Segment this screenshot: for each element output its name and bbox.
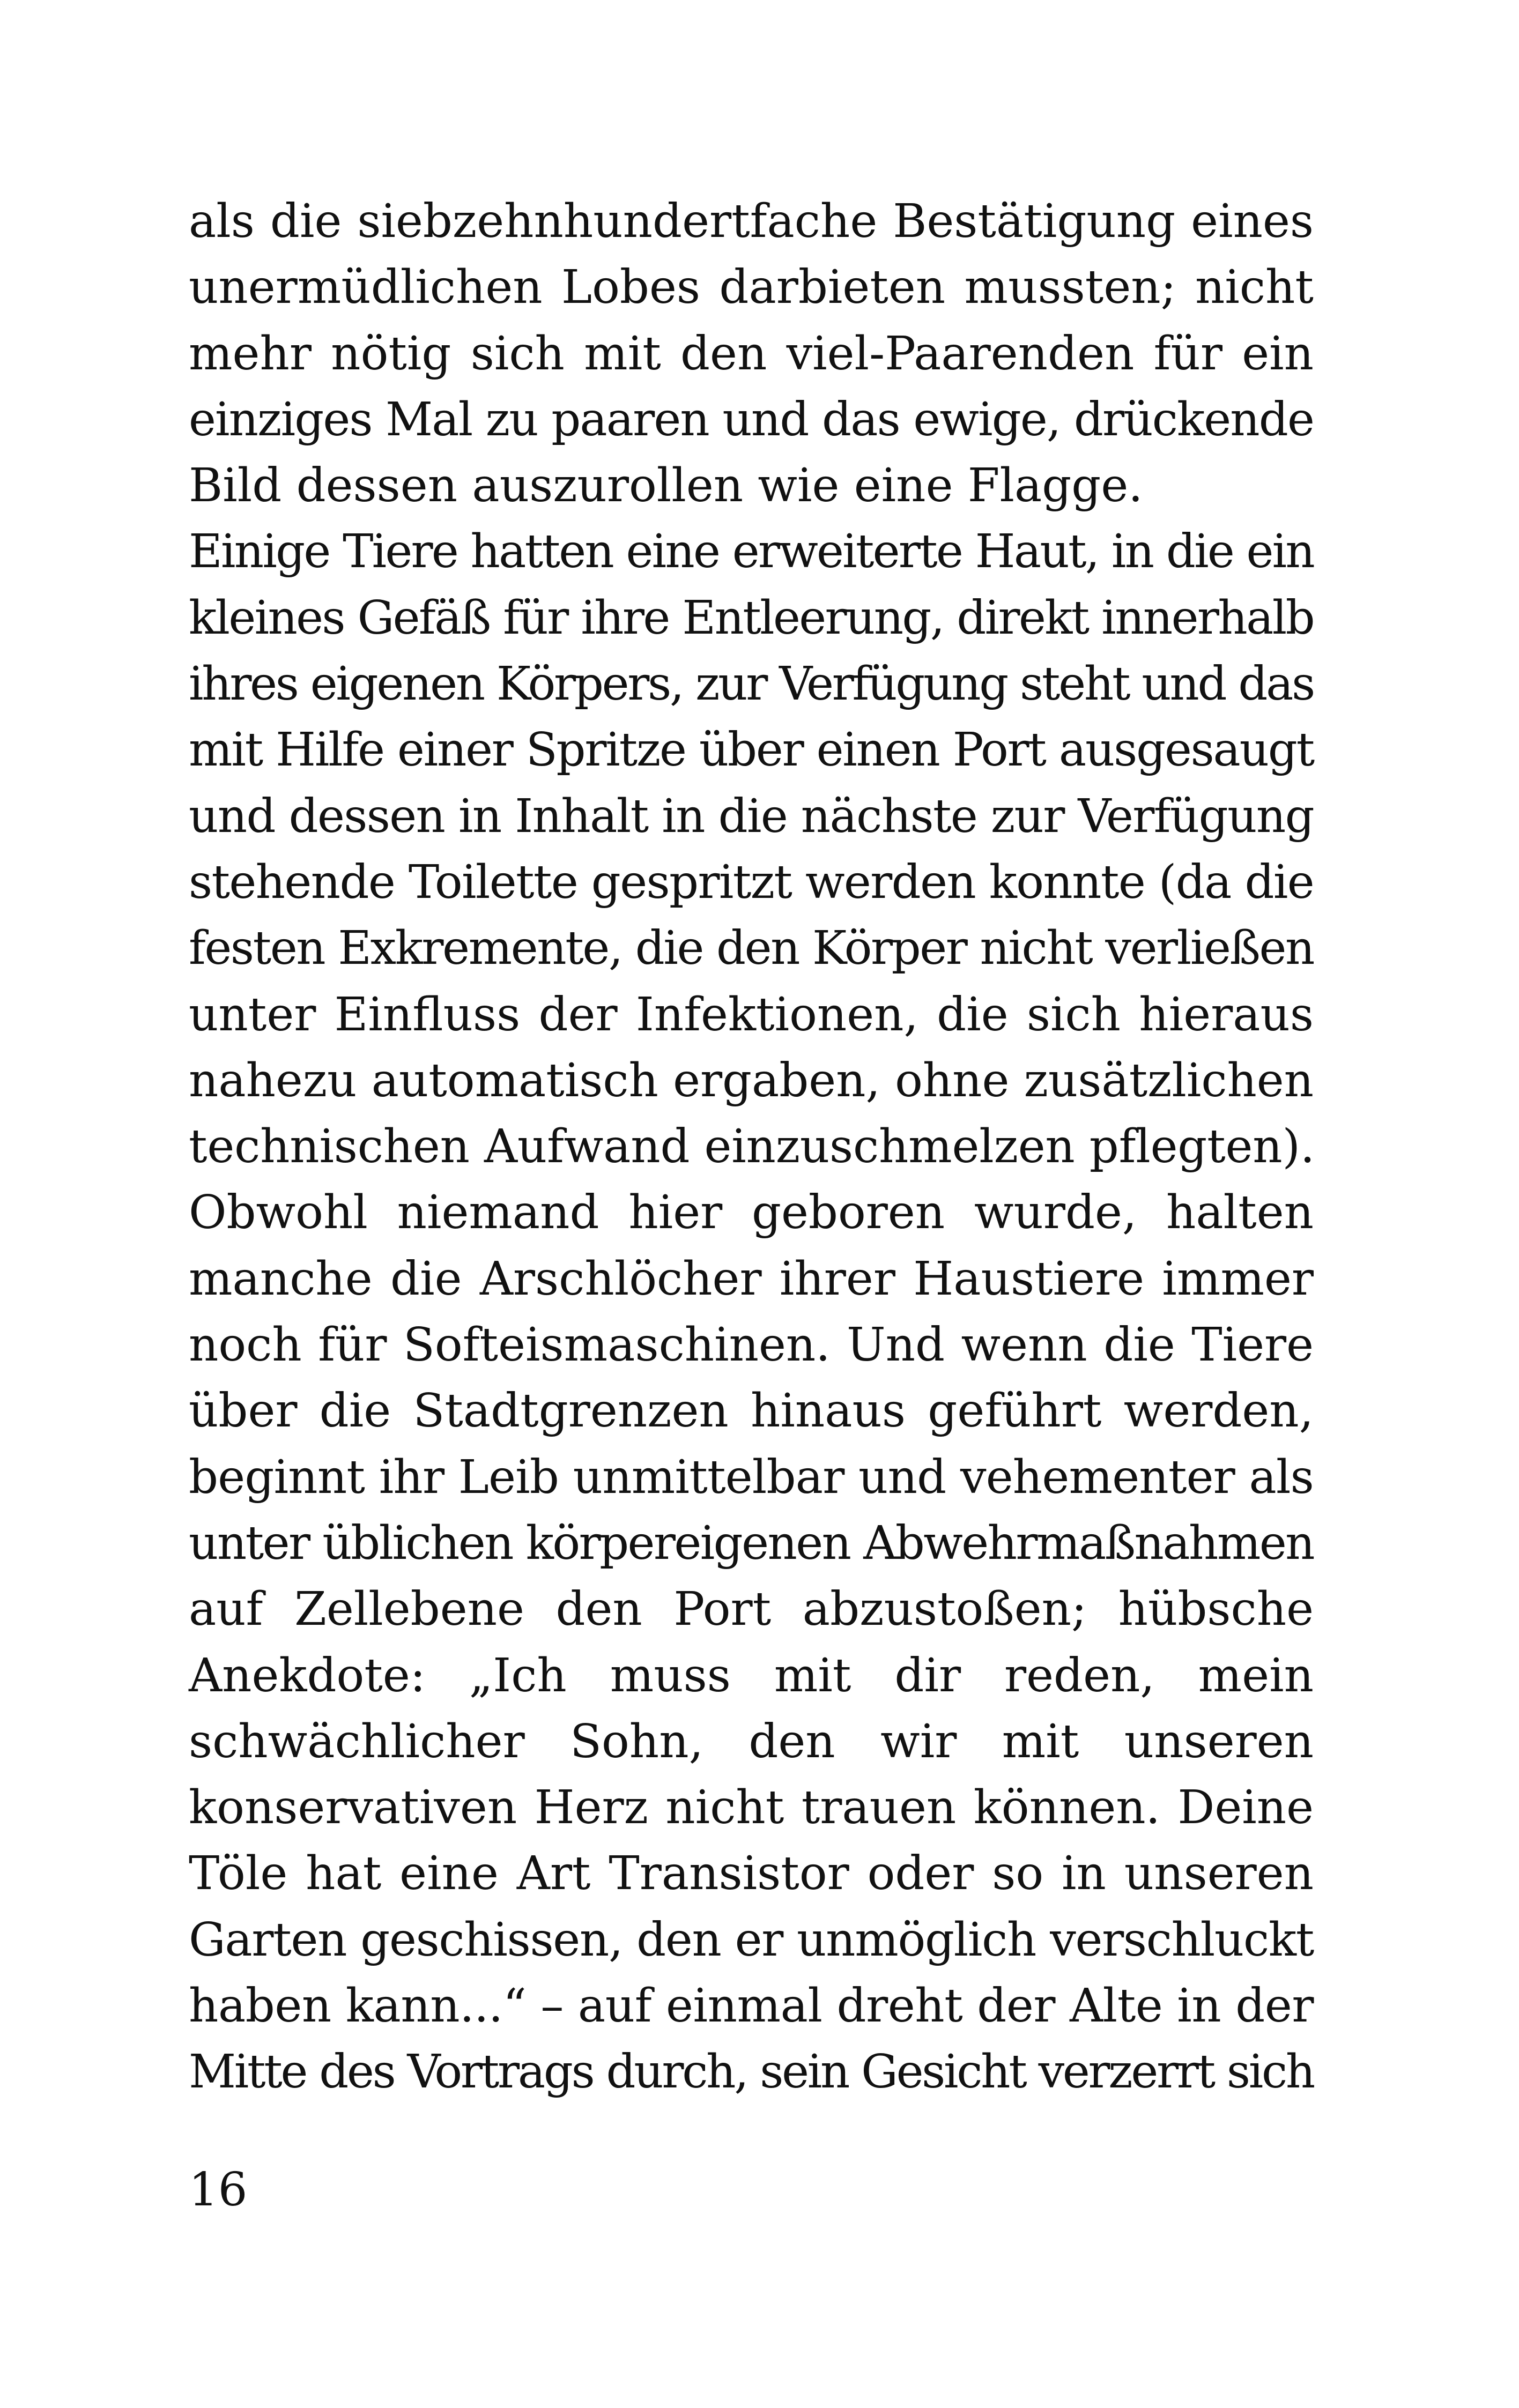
text-line: Obwohl niemand hier geboren wurde, halten — [189, 1186, 1314, 1240]
text-line: kleines Gefäß für ihre Entleerung, direkt innerhalb — [189, 591, 1314, 645]
text-line: Mitte des Vortrags durch, sein Gesicht verzerrt sich — [189, 2045, 1314, 2099]
text-line: Anekdote: „Ich muss mit dir reden, mein — [189, 1648, 1314, 1703]
text-line: mehr nötig sich mit den viel-Paarenden für ein — [189, 326, 1314, 381]
text-line: ihres eigenen Körpers, zur Verfügung steht und das — [189, 657, 1314, 711]
text-line: als die siebzehnhundertfache Bestätigung eines — [189, 195, 1314, 248]
text-line: über die Stadtgrenzen hinaus geführt werden, — [189, 1384, 1314, 1438]
text-line: schwächlicher Sohn, den wir mit unseren — [189, 1714, 1314, 1768]
body-text — [189, 189, 1314, 2106]
text-line: Garten geschissen, den er unmöglich verschluckt — [189, 1913, 1314, 1967]
text-line: Töle hat eine Art Transistor oder so in unseren — [189, 1847, 1314, 1901]
text-line: haben kann...“ – auf einmal dreht der Alte in der — [189, 1979, 1314, 2033]
text-line: unter Einfluss der Infektionen, die sich hieraus — [189, 987, 1314, 1042]
text-line: auf Zellebene den Port abzustoßen; hübsche — [189, 1582, 1314, 1637]
text-line: festen Exkremente, die den Körper nicht verließen — [189, 921, 1314, 976]
text-line: nahezu automatisch ergaben, ohne zusätzlichen — [189, 1053, 1314, 1108]
text-line: unter üblichen körpereigenen Abwehrmaßnahmen — [189, 1516, 1314, 1570]
text-line: einziges Mal zu paaren und das ewige, drückende — [189, 392, 1314, 447]
text-line: manche die Arschlöcher ihrer Haustiere immer — [189, 1252, 1314, 1306]
text-line: technischen Aufwand einzuschmelzen pflegten). — [189, 1120, 1315, 1174]
text-line: stehende Toilette gespritzt werden konnte (da die — [189, 855, 1314, 909]
text-line: und dessen in Inhalt in die nächste zur Verfügung — [189, 789, 1314, 843]
text-line: Einige Tiere hatten eine erweiterte Haut, in die ein — [189, 525, 1314, 579]
text-line: Bild dessen auszurollen wie eine Flagge. — [189, 459, 1143, 513]
page-number: 16 — [189, 2163, 248, 2217]
text-line: konservativen Herz nicht trauen können. Deine — [189, 1781, 1314, 1835]
text-line: unermüdlichen Lobes darbieten mussten; nicht — [189, 261, 1314, 315]
text-line: beginnt ihr Leib unmittelbar und vehementer als — [189, 1450, 1314, 1504]
text-line: mit Hilfe einer Spritze über einen Port ausgesaugt — [189, 723, 1314, 777]
text-line: noch für Softeismaschinen. Und wenn die Tiere — [189, 1318, 1314, 1372]
